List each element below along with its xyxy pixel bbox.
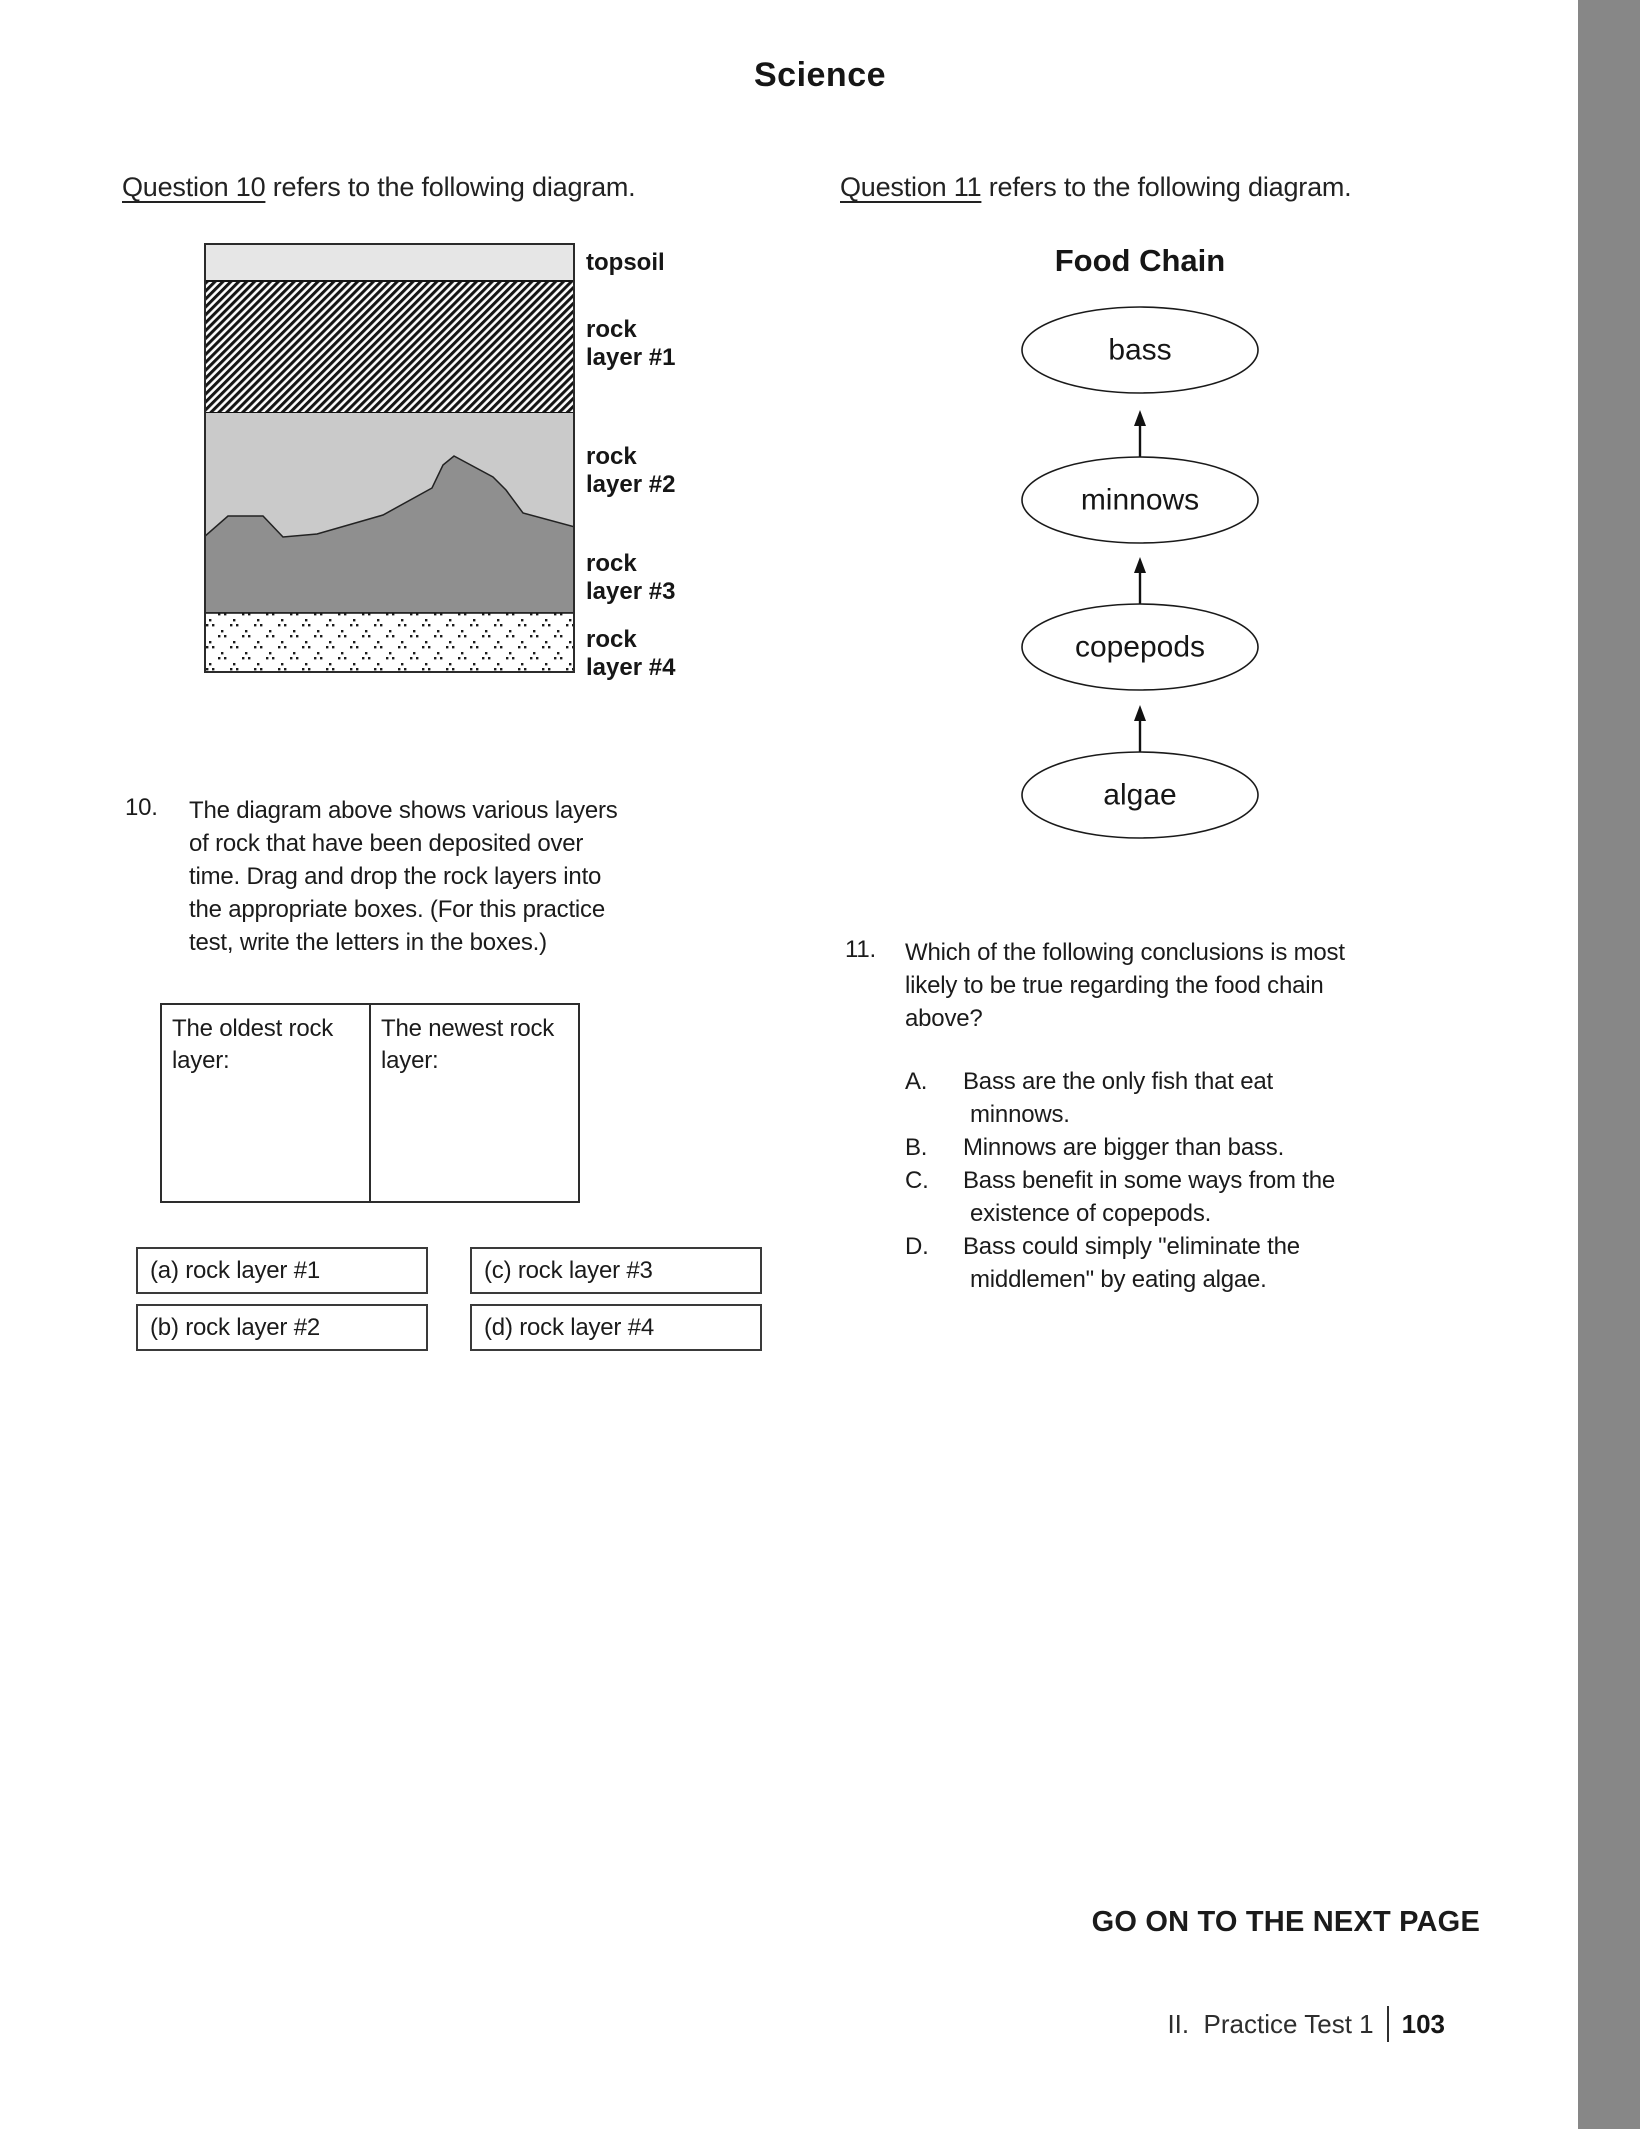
- rock-layer-4: [204, 613, 575, 673]
- question-11: [845, 936, 1345, 1035]
- option-c[interactable]: C. Bass benefit in some ways from the existence of copepods.: [905, 1167, 1336, 1227]
- q10-intro: [122, 172, 636, 203]
- food-chain-arrow: [1134, 705, 1146, 752]
- node-bass-label: bass: [1108, 333, 1172, 367]
- question-10-number: 10.: [125, 794, 158, 821]
- footer-section-label: II. Practice Test 1: [1167, 2008, 1374, 2039]
- choice-chip-a[interactable]: (a) rock layer #1: [136, 1247, 428, 1294]
- q11-intro-rest: refers to the following diagram.: [981, 172, 1352, 202]
- rock-layers-diagram: [204, 243, 575, 673]
- choice-chip-d[interactable]: (d) rock layer #4: [470, 1304, 762, 1351]
- food-chain-arrow: [1134, 557, 1146, 604]
- food-chain-diagram: [950, 280, 1330, 890]
- footer-separator: [1387, 2006, 1389, 2042]
- q10-intro-link: Question 10: [122, 172, 266, 202]
- footer-page-number: 103: [1401, 2008, 1445, 2039]
- question-11-options: [905, 1065, 1335, 1296]
- node-bass: [1022, 307, 1258, 393]
- go-on-footer: GO ON TO THE NEXT PAGE: [1091, 1906, 1480, 1938]
- page-title: Science: [753, 56, 887, 94]
- label-rock-layer-4: rock layer #4: [586, 626, 676, 681]
- topsoil-layer: [204, 243, 575, 281]
- label-rock-layer-3: rock layer #3: [586, 550, 676, 605]
- node-copepods-label: copepods: [1074, 630, 1206, 664]
- food-chain-arrow: [1134, 410, 1146, 457]
- label-rock-layer-1: rock layer #1: [586, 316, 676, 371]
- option-b[interactable]: B. Minnows are bigger than bass.: [905, 1134, 1285, 1161]
- option-d[interactable]: D. Bass could simply "eliminate the middlemen" by eating algae.: [905, 1233, 1300, 1293]
- rock-layer-1: [204, 281, 575, 413]
- choice-chip-c[interactable]: (c) rock layer #3: [470, 1247, 762, 1294]
- q11-intro-link: Question 11: [840, 172, 982, 202]
- q10-intro-rest: refers to the following diagram.: [265, 172, 636, 202]
- page-footer: [1167, 2006, 1445, 2042]
- label-rock-layer-2: rock layer #2: [586, 443, 676, 498]
- node-algae-label: algae: [1103, 778, 1177, 812]
- question-10-text: The diagram above shows various layers of rock that have been deposited over time. Drag and drop the rock layers into the appropriate boxes. (For this practice test, write the letters in the boxes.): [189, 797, 618, 956]
- node-minnows-label: minnows: [1080, 483, 1200, 517]
- label-topsoil: topsoil: [586, 249, 665, 276]
- question-11-number: 11.: [845, 936, 876, 963]
- drop-box-oldest[interactable]: The oldest rock layer:: [162, 1005, 371, 1201]
- choice-chip-b[interactable]: (b) rock layer #2: [136, 1304, 428, 1351]
- node-copepods: [1022, 604, 1258, 690]
- node-algae: [1022, 752, 1258, 838]
- option-a[interactable]: A. Bass are the only fish that eat minnows.: [905, 1068, 1273, 1128]
- question-10: [125, 794, 618, 959]
- node-minnows: [1022, 457, 1258, 543]
- page-edge-bar: [1578, 0, 1640, 2129]
- drop-box-newest[interactable]: The newest rock layer:: [381, 1015, 555, 1074]
- drop-boxes: [160, 1003, 580, 1203]
- question-11-text: Which of the following conclusions is most likely to be true regarding the food chain above?: [905, 939, 1345, 1032]
- q11-intro: [840, 172, 1352, 203]
- food-chain-title: Food Chain: [1054, 243, 1226, 278]
